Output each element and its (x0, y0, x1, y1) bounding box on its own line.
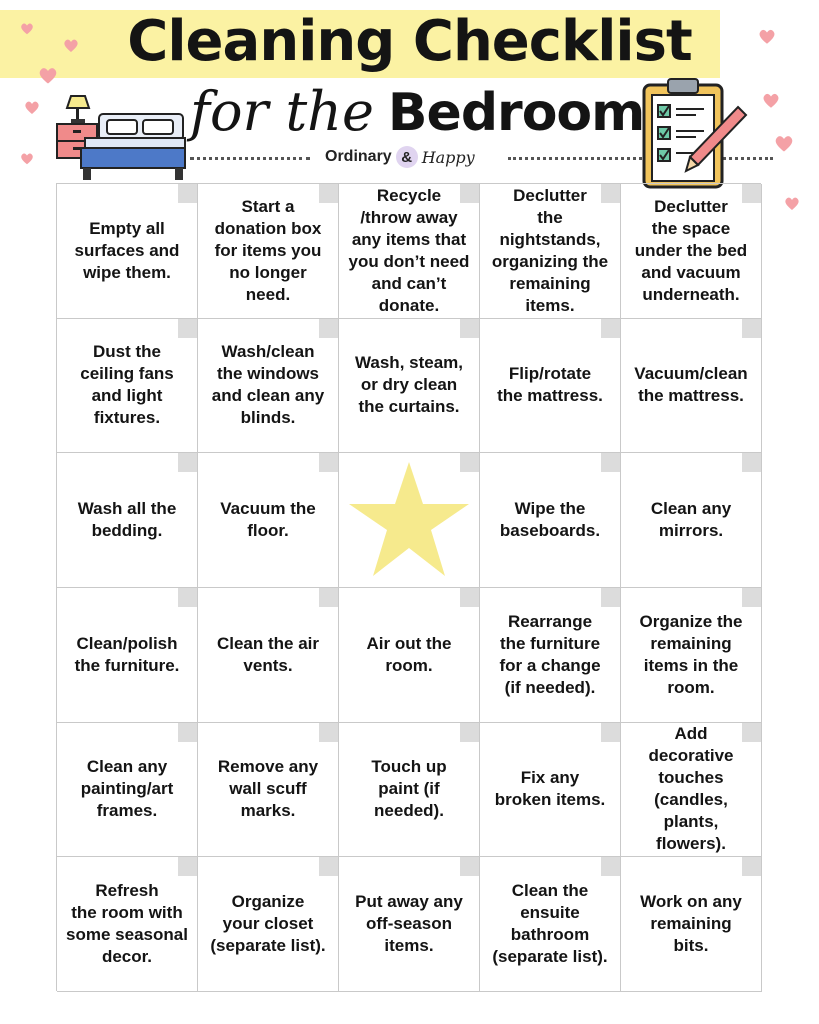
checklist-task: Organize the remaining items in the room. (639, 611, 743, 697)
free-space-cell[interactable] (339, 453, 480, 588)
corner-tab (601, 588, 620, 607)
checklist-task: Vacuum the floor. (220, 499, 316, 541)
corner-tab (601, 857, 620, 876)
checklist-cell[interactable] (480, 588, 621, 723)
corner-tab (742, 319, 761, 338)
checklist-cell[interactable] (57, 723, 198, 858)
brand-happy: Happy (421, 147, 475, 167)
corner-tab (460, 857, 479, 876)
checklist-cell[interactable] (198, 184, 339, 319)
corner-tab (178, 588, 197, 607)
checklist-task: Add decorative touches (candles, plants, flowers). (648, 724, 734, 854)
corner-tab (742, 723, 761, 742)
corner-tab (742, 184, 761, 203)
checklist-cell[interactable] (57, 453, 198, 588)
checklist-cell[interactable] (621, 588, 762, 723)
corner-tab (460, 723, 479, 742)
heart-icon (784, 196, 800, 212)
checklist-task: Rearrange the furniture for a change (if needed). (499, 611, 601, 697)
checklist-cell[interactable] (57, 319, 198, 454)
corner-tab (742, 857, 761, 876)
corner-tab (460, 588, 479, 607)
heart-icon (758, 28, 776, 46)
heart-icon (20, 152, 34, 166)
checklist-task: Work on any remaining bits. (640, 892, 742, 956)
star-icon (347, 460, 471, 580)
brand-logo (325, 145, 475, 169)
corner-tab (460, 184, 479, 203)
checklist-cell[interactable] (480, 857, 621, 992)
corner-tab (178, 453, 197, 472)
checklist-grid (56, 183, 761, 991)
checklist-cell[interactable] (480, 319, 621, 454)
heart-icon (774, 134, 794, 154)
checklist-task: Start a donation box for items you no longer need. (214, 196, 322, 304)
subtitle-bold: Bedroom (387, 83, 645, 143)
checklist-task: Clean any painting/art frames. (80, 757, 174, 821)
checklist-task: Declutter the space under the bed and vacuum underneath. (634, 196, 748, 304)
checklist-task: Fix any broken items. (494, 768, 606, 810)
corner-tab (178, 319, 197, 338)
corner-tab (319, 319, 338, 338)
checklist-task: Empty all surfaces and wipe them. (74, 218, 180, 282)
checklist-cell[interactable] (198, 857, 339, 992)
page-title: Cleaning Checklist (127, 9, 692, 74)
checklist-task: Wash/clean the windows and clean any blinds. (211, 342, 325, 428)
checklist-cell[interactable] (339, 184, 480, 319)
checklist-task: Clean/polish the furniture. (74, 633, 180, 675)
clipboard-checklist-icon (640, 75, 752, 191)
checklist-task: Dust the ceiling fans and light fixtures. (80, 342, 174, 428)
checklist-cell[interactable] (57, 857, 198, 992)
checklist-task: Put away any off-season items. (355, 892, 463, 956)
corner-tab (460, 453, 479, 472)
dotted-divider-left (190, 157, 310, 160)
corner-tab (601, 723, 620, 742)
checklist-task: Clean any mirrors. (650, 499, 732, 541)
subtitle-script: for the (190, 80, 374, 143)
heart-icon (63, 38, 79, 54)
corner-tab (319, 723, 338, 742)
checklist-task: Wash, steam, or dry clean the curtains. (354, 353, 464, 417)
bed-icon (55, 92, 187, 184)
checklist-cell[interactable] (621, 319, 762, 454)
corner-tab (319, 857, 338, 876)
checklist-cell[interactable] (57, 588, 198, 723)
checklist-task: Declutter the nightstands, organizing the remaining items. (491, 185, 609, 315)
checklist-task: Refresh the room with some seasonal decor. (66, 881, 188, 967)
checklist-task: Clean the air vents. (216, 633, 320, 675)
checklist-cell[interactable] (480, 184, 621, 319)
checklist-task: Recycle /throw away any items that you don’t need and can’t donate. (348, 185, 470, 315)
checklist-cell[interactable] (621, 184, 762, 319)
checklist-cell[interactable] (621, 453, 762, 588)
checklist-cell[interactable] (621, 857, 762, 992)
corner-tab (178, 184, 197, 203)
checklist-cell[interactable] (480, 453, 621, 588)
corner-tab (178, 723, 197, 742)
heart-icon (38, 66, 58, 86)
checklist-cell[interactable] (480, 723, 621, 858)
checklist-task: Remove any wall scuff marks. (217, 757, 319, 821)
checklist-task: Clean the ensuite bathroom (separate list). (492, 881, 608, 967)
corner-tab (601, 184, 620, 203)
corner-tab (742, 453, 761, 472)
page-subtitle (190, 80, 644, 150)
corner-tab (319, 588, 338, 607)
corner-tab (178, 857, 197, 876)
heart-icon (24, 100, 40, 116)
checklist-cell[interactable] (339, 319, 480, 454)
checklist-task: Vacuum/clean the mattress. (634, 364, 748, 406)
brand-amp: & (396, 146, 418, 168)
checklist-task: Wipe the baseboards. (499, 499, 601, 541)
corner-tab (601, 453, 620, 472)
checklist-cell[interactable] (198, 588, 339, 723)
corner-tab (319, 184, 338, 203)
corner-tab (460, 319, 479, 338)
corner-tab (742, 588, 761, 607)
heart-icon (20, 22, 34, 36)
checklist-cell[interactable] (339, 723, 480, 858)
checklist-task: Flip/rotate the mattress. (497, 364, 603, 406)
checklist-task: Organize your closet (separate list). (210, 892, 326, 956)
checklist-task: Touch up paint (if needed). (371, 757, 447, 821)
checklist-cell[interactable] (339, 857, 480, 992)
checklist-cell[interactable] (621, 723, 762, 858)
checklist-cell[interactable] (198, 319, 339, 454)
checklist-cell[interactable] (57, 184, 198, 319)
corner-tab (601, 319, 620, 338)
checklist-cell[interactable] (339, 588, 480, 723)
corner-tab (319, 453, 338, 472)
checklist-cell[interactable] (198, 723, 339, 858)
heart-icon (762, 92, 780, 110)
checklist-cell[interactable] (198, 453, 339, 588)
checklist-task: Wash all the bedding. (77, 499, 177, 541)
checklist-task: Air out the room. (366, 633, 452, 675)
brand-ordinary: Ordinary (325, 148, 392, 165)
